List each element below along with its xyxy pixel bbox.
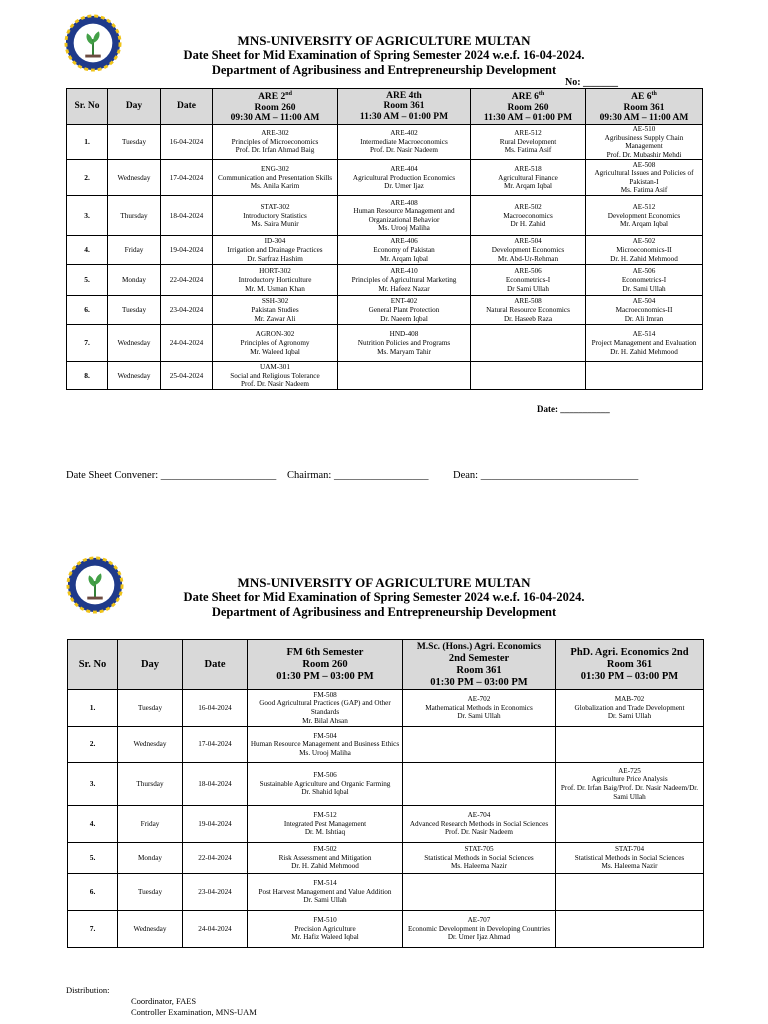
date-sheet-table-2 [67,639,704,948]
course-cell [403,874,556,911]
sr-no-cell: 1. [67,125,108,160]
course-cell [556,806,704,843]
course-cell [471,325,586,362]
course-cell: MAB-702 Globalization and Trade Development Dr. Sami Ullah [556,690,704,727]
course-cell: AE-504 Macroeconomics-II Dr. Ali Imran [586,296,703,325]
table-row [68,727,704,763]
course-cell: STAT-705 Statistical Methods in Social Sciences Ms. Haleema Nazir [403,843,556,874]
table-row [67,125,703,160]
course-cell: STAT-302 Introductory Statistics Ms. Saira Munir [213,196,338,236]
course-cell: ARE-512 Rural Development Ms. Fatima Asif [471,125,586,160]
course-cell [556,911,704,948]
course-cell: UAM-301 Social and Religious Tolerance Prof. Dr. Nasir Nadeem [213,362,338,390]
header-column-3: PhD. Agri. Economics 2nd Room 361 01:30 PM – 03:00 PM [556,640,704,690]
course-cell: AE-508 Agricultural Issues and Policies of Pakistan-I Ms. Fatima Asif [586,160,703,196]
table-row [68,763,704,806]
course-cell: FM-504 Human Resource Management and Business Ethics Ms. Urooj Maliha [248,727,403,763]
sr-no-cell: 3. [68,763,118,806]
sr-no-cell: 7. [67,325,108,362]
sheet2-header [0,575,768,620]
day-cell: Wednesday [108,362,161,390]
date-cell: 17-04-2024 [183,727,248,763]
course-cell: ARE-508 Natural Resource Economics Dr. Haseeb Raza [471,296,586,325]
table-row [67,160,703,196]
university-name: MNS-UNIVERSITY OF AGRICULTURE MULTAN [237,575,531,590]
course-cell: ARE-402 Intermediate Macroeconomics Prof. Dr. Nasir Nadeem [338,125,471,160]
course-cell: ARE-410 Principles of Agricultural Marketing Mr. Hafeez Nazar [338,265,471,296]
date-cell: 23-04-2024 [183,874,248,911]
course-cell: FM-502 Risk Assessment and Mitigation Dr. H. Zahid Mehmood [248,843,403,874]
day-cell: Thursday [108,196,161,236]
date-cell: 19-04-2024 [161,236,213,265]
course-cell: FM-512 Integrated Pest Management Dr. M. Ishtiaq [248,806,403,843]
course-cell: ARE-406 Economy of Pakistan Mr. Arqam Iqbal [338,236,471,265]
university-name: MNS-UNIVERSITY OF AGRICULTURE MULTAN [237,33,531,48]
header-date: Date [183,640,248,690]
course-cell [338,362,471,390]
header-column-3: ARE 6th Room 260 11:30 AM – 01:00 PM [471,89,586,125]
sr-no-cell: 2. [67,160,108,196]
course-cell: FM-514 Post Harvest Management and Value Addition Dr. Sami Ullah [248,874,403,911]
date-cell: 23-04-2024 [161,296,213,325]
course-cell: FM-506 Sustainable Agriculture and Organic Farming Dr. Shahid Iqbal [248,763,403,806]
date-cell: 22-04-2024 [183,843,248,874]
course-cell: AE-704 Advanced Research Methods in Social Sciences Prof. Dr. Nasir Nadeem [403,806,556,843]
day-cell: Thursday [118,763,183,806]
day-cell: Wednesday [108,160,161,196]
sr-no-cell: 6. [68,874,118,911]
sr-no-cell: 2. [68,727,118,763]
date-cell: 25-04-2024 [161,362,213,390]
course-cell [403,727,556,763]
table-row [67,236,703,265]
sr-no-cell: 4. [68,806,118,843]
distribution-list [131,996,257,1018]
convener-signature: Date Sheet Convener: ______________________ [66,470,277,481]
date-cell: 18-04-2024 [183,763,248,806]
course-cell [586,362,703,390]
course-cell: HND-408 Nutrition Policies and Programs Ms. Maryam Tahir [338,325,471,362]
distribution-item: Controller Examination, MNS-UAM [131,1007,257,1017]
header-column-2: M.Sc. (Hons.) Agri. Economics 2nd Semester Room 361 01:30 PM – 03:00 PM [403,640,556,690]
course-cell: ARE-302 Principles of Microeconomics Prof. Dr. Irfan Ahmad Baig [213,125,338,160]
course-cell: AE-702 Mathematical Methods in Economics Dr. Sami Ullah [403,690,556,727]
sr-no-cell: 1. [68,690,118,727]
course-cell: ARE-404 Agricultural Production Economics Dr. Umer Ijaz [338,160,471,196]
course-cell [471,362,586,390]
course-cell: AE-707 Economic Development in Developing Countries Dr. Umer Ijaz Ahmad [403,911,556,948]
header-date: Date [161,89,213,125]
chairman-signature: Chairman: __________________ [287,470,429,481]
sr-no-cell: 7. [68,911,118,948]
day-cell: Wednesday [118,911,183,948]
date-cell: 24-04-2024 [161,325,213,362]
table-row [68,911,704,948]
course-cell: AGRON-302 Principles of Agronomy Mr. Waleed Iqbal [213,325,338,362]
course-cell: HORT-302 Introductory Horticulture Mr. M. Usman Khan [213,265,338,296]
table-row [67,265,703,296]
header-day: Day [108,89,161,125]
date-cell: 16-04-2024 [161,125,213,160]
date-cell: 18-04-2024 [161,196,213,236]
date-cell: 19-04-2024 [183,806,248,843]
dean-signature: Dean: ______________________________ [453,470,639,481]
course-cell: AE-506 Econometrics-I Dr. Sami Ullah [586,265,703,296]
header-sr-no: Sr. No [67,89,108,125]
course-cell [556,727,704,763]
header-column-1: ARE 2nd Room 260 09:30 AM – 11:00 AM [213,89,338,125]
course-cell: STAT-704 Statistical Methods in Social Sciences Ms. Haleema Nazir [556,843,704,874]
header-column-2: ARE 4th Room 361 11:30 AM – 01:00 PM [338,89,471,125]
day-cell: Wednesday [118,727,183,763]
header-sr-no: Sr. No [68,640,118,690]
date-sheet-table-1 [66,88,703,390]
header-column-1: FM 6th Semester Room 260 01:30 PM – 03:00 PM [248,640,403,690]
day-cell: Friday [118,806,183,843]
course-cell [556,874,704,911]
course-cell: AE-725 Agriculture Price Analysis Prof. Dr. Irfan Baig/Prof. Dr. Nasir Nadeem/Dr. Sami Ullah [556,763,704,806]
day-cell: Friday [108,236,161,265]
date-cell: 24-04-2024 [183,911,248,948]
table-row [67,196,703,236]
course-cell: SSH-302 Pakistan Studies Mr. Zawar Ali [213,296,338,325]
day-cell: Tuesday [108,125,161,160]
distribution-item: Coordinator, FAES [131,996,197,1006]
sr-no-cell: 3. [67,196,108,236]
course-cell: ARE-502 Macroeconomics Dr H. Zahid [471,196,586,236]
sr-no-cell: 8. [67,362,108,390]
sheet-subtitle: Date Sheet for Mid Examination of Spring Semester 2024 w.e.f. 16-04-2024. [183,590,585,604]
course-cell: ARE-504 Development Economics Mr. Abd-Ur-Rehman [471,236,586,265]
date-cell: 17-04-2024 [161,160,213,196]
department-name: Department of Agribusiness and Entrepreneurship Development [211,605,557,619]
distribution-label: Distribution: [66,985,110,995]
day-cell: Wednesday [108,325,161,362]
date-signature-field: Date: ___________ [537,404,610,414]
course-cell: AE-510 Agribusiness Supply Chain Management Prof. Dr. Mubashir Mehdi [586,125,703,160]
course-cell: ID-304 Irrigation and Drainage Practices Dr. Sarfraz Hashim [213,236,338,265]
no-field: No: _______ [565,77,619,88]
header-column-4: AE 6th Room 361 09:30 AM – 11:00 AM [586,89,703,125]
course-cell: FM-510 Precision Agriculture Mr. Hafiz Waleed Iqbal [248,911,403,948]
day-cell: Monday [108,265,161,296]
table-row [68,806,704,843]
course-cell: AE-512 Development Economics Mr. Arqam Iqbal [586,196,703,236]
course-cell: AE-514 Project Management and Evaluation Dr. H. Zahid Mehmood [586,325,703,362]
table-row [68,843,704,874]
course-cell: AE-502 Microeconomics-II Dr. H. Zahid Mehmood [586,236,703,265]
course-cell: ARE-518 Agricultural Finance Mr. Arqam Iqbal [471,160,586,196]
table-row [67,325,703,362]
day-cell: Monday [118,843,183,874]
table-row [68,874,704,911]
table-row [68,690,704,727]
department-name: Department of Agribusiness and Entrepreneurship Development [211,63,557,77]
sr-no-cell: 6. [67,296,108,325]
date-cell: 22-04-2024 [161,265,213,296]
sr-no-cell: 4. [67,236,108,265]
sheet-subtitle: Date Sheet for Mid Examination of Spring Semester 2024 w.e.f. 16-04-2024. [183,48,585,62]
course-cell [403,763,556,806]
table-row [67,362,703,390]
day-cell: Tuesday [118,690,183,727]
course-cell: ENT-402 General Plant Protection Dr. Naeem Iqbal [338,296,471,325]
date-cell: 16-04-2024 [183,690,248,727]
course-cell: ENG-302 Communication and Presentation Skills Ms. Anila Karim [213,160,338,196]
sr-no-cell: 5. [67,265,108,296]
course-cell: ARE-506 Econometrics-I Dr Sami Ullah [471,265,586,296]
sr-no-cell: 5. [68,843,118,874]
course-cell: FM-508 Good Agricultural Practices (GAP) and Other Standards Mr. Bilal Ahsan [248,690,403,727]
course-cell: ARE-408 Human Resource Management and Organizational Behavior Ms. Urooj Maliha [338,196,471,236]
sheet1-header [0,33,768,78]
header-day: Day [118,640,183,690]
day-cell: Tuesday [108,296,161,325]
table-row [67,296,703,325]
day-cell: Tuesday [118,874,183,911]
